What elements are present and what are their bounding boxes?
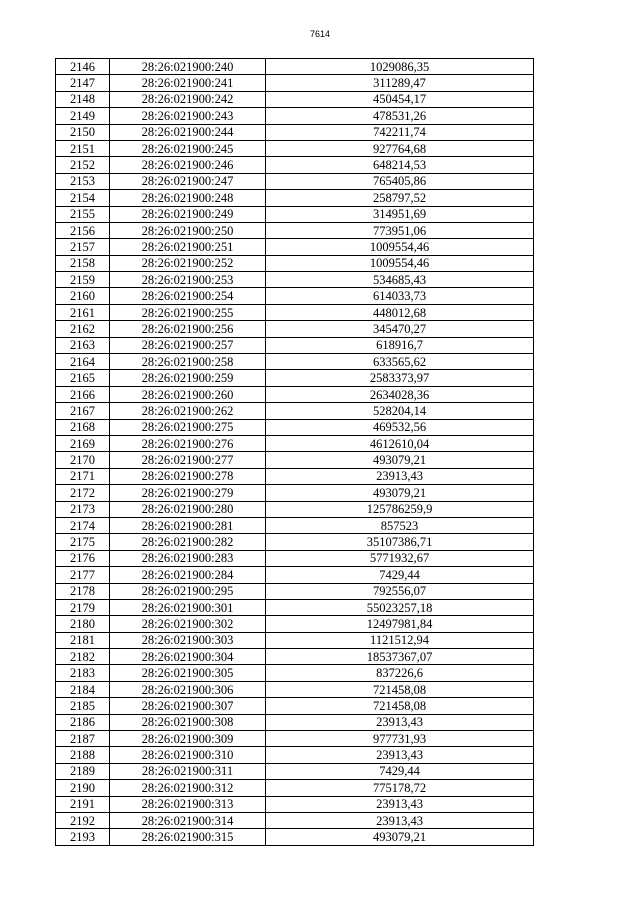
table-row [56, 354, 534, 370]
table-row [56, 386, 534, 402]
cadastral-value-cell: 765405,86 [266, 173, 534, 189]
cadastral-number-cell: 28:26:021900:282 [110, 534, 266, 550]
cadastral-value-cell: 2634028,36 [266, 386, 534, 402]
table-row [56, 452, 534, 468]
row-number-cell: 2158 [56, 255, 110, 271]
cadastral-number-cell: 28:26:021900:276 [110, 435, 266, 451]
cadastral-number-cell: 28:26:021900:255 [110, 304, 266, 320]
cadastral-value-cell: 493079,21 [266, 485, 534, 501]
table-row [56, 550, 534, 566]
cadastral-number-cell: 28:26:021900:254 [110, 288, 266, 304]
row-number-cell: 2192 [56, 812, 110, 828]
cadastral-value-cell: 493079,21 [266, 452, 534, 468]
row-number-cell: 2173 [56, 501, 110, 517]
table-row [56, 485, 534, 501]
row-number-cell: 2164 [56, 354, 110, 370]
cadastral-number-cell: 28:26:021900:245 [110, 140, 266, 156]
row-number-cell: 2165 [56, 370, 110, 386]
table-row [56, 435, 534, 451]
row-number-cell: 2169 [56, 435, 110, 451]
row-number-cell: 2177 [56, 567, 110, 583]
cadastral-number-cell: 28:26:021900:253 [110, 272, 266, 288]
table-row [56, 632, 534, 648]
cadastral-value-cell: 478531,26 [266, 108, 534, 124]
row-number-cell: 2191 [56, 796, 110, 812]
row-number-cell: 2189 [56, 763, 110, 779]
row-number-cell: 2157 [56, 239, 110, 255]
row-number-cell: 2178 [56, 583, 110, 599]
table-row [56, 288, 534, 304]
cadastral-number-cell: 28:26:021900:283 [110, 550, 266, 566]
table-row [56, 140, 534, 156]
cadastral-value-cell: 633565,62 [266, 354, 534, 370]
row-number-cell: 2153 [56, 173, 110, 189]
row-number-cell: 2183 [56, 665, 110, 681]
cadastral-number-cell: 28:26:021900:306 [110, 681, 266, 697]
cadastral-number-cell: 28:26:021900:249 [110, 206, 266, 222]
cadastral-value-cell: 773951,06 [266, 222, 534, 238]
table-row [56, 829, 534, 845]
cadastral-value-cell: 23913,43 [266, 812, 534, 828]
cadastral-value-cell: 721458,08 [266, 681, 534, 697]
table-row [56, 698, 534, 714]
row-number-cell: 2182 [56, 649, 110, 665]
row-number-cell: 2152 [56, 157, 110, 173]
cadastral-number-cell: 28:26:021900:248 [110, 190, 266, 206]
cadastral-value-cell: 311289,47 [266, 75, 534, 91]
cadastral-value-cell: 1009554,46 [266, 239, 534, 255]
cadastral-value-cell: 927764,68 [266, 140, 534, 156]
table-row [56, 59, 534, 75]
row-number-cell: 2176 [56, 550, 110, 566]
row-number-cell: 2188 [56, 747, 110, 763]
cadastral-value-cell: 1029086,35 [266, 59, 534, 75]
cadastral-number-cell: 28:26:021900:243 [110, 108, 266, 124]
table-row [56, 419, 534, 435]
cadastral-value-cell: 1121512,94 [266, 632, 534, 648]
cadastral-value-cell: 12497981,84 [266, 616, 534, 632]
cadastral-value-cell: 23913,43 [266, 796, 534, 812]
cadastral-number-cell: 28:26:021900:275 [110, 419, 266, 435]
cadastral-number-cell: 28:26:021900:311 [110, 763, 266, 779]
row-number-cell: 2166 [56, 386, 110, 402]
cadastral-value-cell: 55023257,18 [266, 599, 534, 615]
cadastral-number-cell: 28:26:021900:315 [110, 829, 266, 845]
cadastral-number-cell: 28:26:021900:295 [110, 583, 266, 599]
cadastral-value-cell: 7429,44 [266, 763, 534, 779]
cadastral-value-cell: 792556,07 [266, 583, 534, 599]
row-number-cell: 2180 [56, 616, 110, 632]
cadastral-number-cell: 28:26:021900:251 [110, 239, 266, 255]
table-row [56, 780, 534, 796]
table-row [56, 567, 534, 583]
cadastral-value-cell: 345470,27 [266, 321, 534, 337]
cadastral-value-cell: 23913,43 [266, 747, 534, 763]
cadastral-value-cell: 977731,93 [266, 731, 534, 747]
cadastral-value-cell: 775178,72 [266, 780, 534, 796]
table-row [56, 272, 534, 288]
cadastral-value-cell: 528204,14 [266, 403, 534, 419]
cadastral-value-cell: 857523 [266, 517, 534, 533]
row-number-cell: 2175 [56, 534, 110, 550]
cadastral-value-cell: 5771932,67 [266, 550, 534, 566]
cadastral-number-cell: 28:26:021900:284 [110, 567, 266, 583]
row-number-cell: 2186 [56, 714, 110, 730]
row-number-cell: 2147 [56, 75, 110, 91]
cadastral-number-cell: 28:26:021900:258 [110, 354, 266, 370]
cadastral-number-cell: 28:26:021900:307 [110, 698, 266, 714]
row-number-cell: 2161 [56, 304, 110, 320]
table-row [56, 681, 534, 697]
row-number-cell: 2156 [56, 222, 110, 238]
cadastral-number-cell: 28:26:021900:309 [110, 731, 266, 747]
row-number-cell: 2151 [56, 140, 110, 156]
cadastral-number-cell: 28:26:021900:304 [110, 649, 266, 665]
table-row [56, 75, 534, 91]
table-row [56, 255, 534, 271]
cadastral-value-cell: 1009554,46 [266, 255, 534, 271]
cadastral-value-cell: 614033,73 [266, 288, 534, 304]
cadastral-value-cell: 35107386,71 [266, 534, 534, 550]
cadastral-value-cell: 4612610,04 [266, 435, 534, 451]
table-row [56, 747, 534, 763]
table-row [56, 321, 534, 337]
row-number-cell: 2181 [56, 632, 110, 648]
row-number-cell: 2163 [56, 337, 110, 353]
table-row [56, 583, 534, 599]
cadastral-number-cell: 28:26:021900:280 [110, 501, 266, 517]
cadastral-value-cell: 448012,68 [266, 304, 534, 320]
table-row [56, 206, 534, 222]
cadastral-value-cell: 534685,43 [266, 272, 534, 288]
row-number-cell: 2185 [56, 698, 110, 714]
cadastral-number-cell: 28:26:021900:256 [110, 321, 266, 337]
table-row [56, 468, 534, 484]
cadastral-number-cell: 28:26:021900:242 [110, 91, 266, 107]
cadastral-value-cell: 2583373,97 [266, 370, 534, 386]
cadastral-number-cell: 28:26:021900:314 [110, 812, 266, 828]
cadastral-value-cell: 125786259,9 [266, 501, 534, 517]
table-row [56, 649, 534, 665]
table-row [56, 403, 534, 419]
row-number-cell: 2170 [56, 452, 110, 468]
cadastral-number-cell: 28:26:021900:281 [110, 517, 266, 533]
cadastral-value-cell: 7429,44 [266, 567, 534, 583]
cadastral-number-cell: 28:26:021900:244 [110, 124, 266, 140]
table-row [56, 239, 534, 255]
row-number-cell: 2174 [56, 517, 110, 533]
table-row [56, 501, 534, 517]
table-row [56, 517, 534, 533]
row-number-cell: 2146 [56, 59, 110, 75]
cadastral-number-cell: 28:26:021900:302 [110, 616, 266, 632]
cadastral-number-cell: 28:26:021900:246 [110, 157, 266, 173]
cadastral-value-cell: 742211,74 [266, 124, 534, 140]
table-row [56, 812, 534, 828]
row-number-cell: 2148 [56, 91, 110, 107]
table-row [56, 714, 534, 730]
table-row [56, 304, 534, 320]
table-row [56, 731, 534, 747]
cadastral-value-cell: 18537367,07 [266, 649, 534, 665]
cadastral-value-cell: 493079,21 [266, 829, 534, 845]
cadastral-number-cell: 28:26:021900:250 [110, 222, 266, 238]
cadastral-number-cell: 28:26:021900:301 [110, 599, 266, 615]
row-number-cell: 2155 [56, 206, 110, 222]
row-number-cell: 2160 [56, 288, 110, 304]
cadastral-value-cell: 314951,69 [266, 206, 534, 222]
table-row [56, 337, 534, 353]
cadastral-number-cell: 28:26:021900:240 [110, 59, 266, 75]
cadastral-number-cell: 28:26:021900:312 [110, 780, 266, 796]
row-number-cell: 2162 [56, 321, 110, 337]
cadastral-value-cell: 618916,7 [266, 337, 534, 353]
cadastral-value-cell: 23913,43 [266, 468, 534, 484]
cadastral-number-cell: 28:26:021900:310 [110, 747, 266, 763]
table-row [56, 796, 534, 812]
table-row [56, 173, 534, 189]
row-number-cell: 2149 [56, 108, 110, 124]
cadastral-number-cell: 28:26:021900:259 [110, 370, 266, 386]
cadastral-value-cell: 648214,53 [266, 157, 534, 173]
table-row [56, 534, 534, 550]
table-row [56, 222, 534, 238]
row-number-cell: 2190 [56, 780, 110, 796]
row-number-cell: 2150 [56, 124, 110, 140]
row-number-cell: 2167 [56, 403, 110, 419]
row-number-cell: 2171 [56, 468, 110, 484]
cadastral-number-cell: 28:26:021900:247 [110, 173, 266, 189]
cadastral-number-cell: 28:26:021900:303 [110, 632, 266, 648]
cadastral-value-table [55, 58, 534, 846]
table-row [56, 370, 534, 386]
cadastral-value-cell: 450454,17 [266, 91, 534, 107]
table-row [56, 157, 534, 173]
cadastral-number-cell: 28:26:021900:262 [110, 403, 266, 419]
cadastral-number-cell: 28:26:021900:278 [110, 468, 266, 484]
page-number: 7614 [309, 29, 331, 39]
row-number-cell: 2179 [56, 599, 110, 615]
table-row [56, 124, 534, 140]
table-row [56, 91, 534, 107]
cadastral-value-cell: 23913,43 [266, 714, 534, 730]
table-body [56, 59, 534, 846]
table-row [56, 599, 534, 615]
cadastral-number-cell: 28:26:021900:277 [110, 452, 266, 468]
cadastral-number-cell: 28:26:021900:308 [110, 714, 266, 730]
cadastral-number-cell: 28:26:021900:241 [110, 75, 266, 91]
table-row [56, 108, 534, 124]
row-number-cell: 2172 [56, 485, 110, 501]
cadastral-number-cell: 28:26:021900:279 [110, 485, 266, 501]
table-row [56, 190, 534, 206]
row-number-cell: 2187 [56, 731, 110, 747]
cadastral-value-cell: 469532,56 [266, 419, 534, 435]
cadastral-number-cell: 28:26:021900:257 [110, 337, 266, 353]
table-row [56, 616, 534, 632]
cadastral-number-cell: 28:26:021900:252 [110, 255, 266, 271]
row-number-cell: 2159 [56, 272, 110, 288]
cadastral-number-cell: 28:26:021900:260 [110, 386, 266, 402]
row-number-cell: 2168 [56, 419, 110, 435]
cadastral-value-cell: 721458,08 [266, 698, 534, 714]
cadastral-value-cell: 258797,52 [266, 190, 534, 206]
row-number-cell: 2154 [56, 190, 110, 206]
cadastral-number-cell: 28:26:021900:305 [110, 665, 266, 681]
cadastral-value-cell: 837226,6 [266, 665, 534, 681]
row-number-cell: 2184 [56, 681, 110, 697]
table-row [56, 763, 534, 779]
table-row [56, 665, 534, 681]
row-number-cell: 2193 [56, 829, 110, 845]
cadastral-number-cell: 28:26:021900:313 [110, 796, 266, 812]
